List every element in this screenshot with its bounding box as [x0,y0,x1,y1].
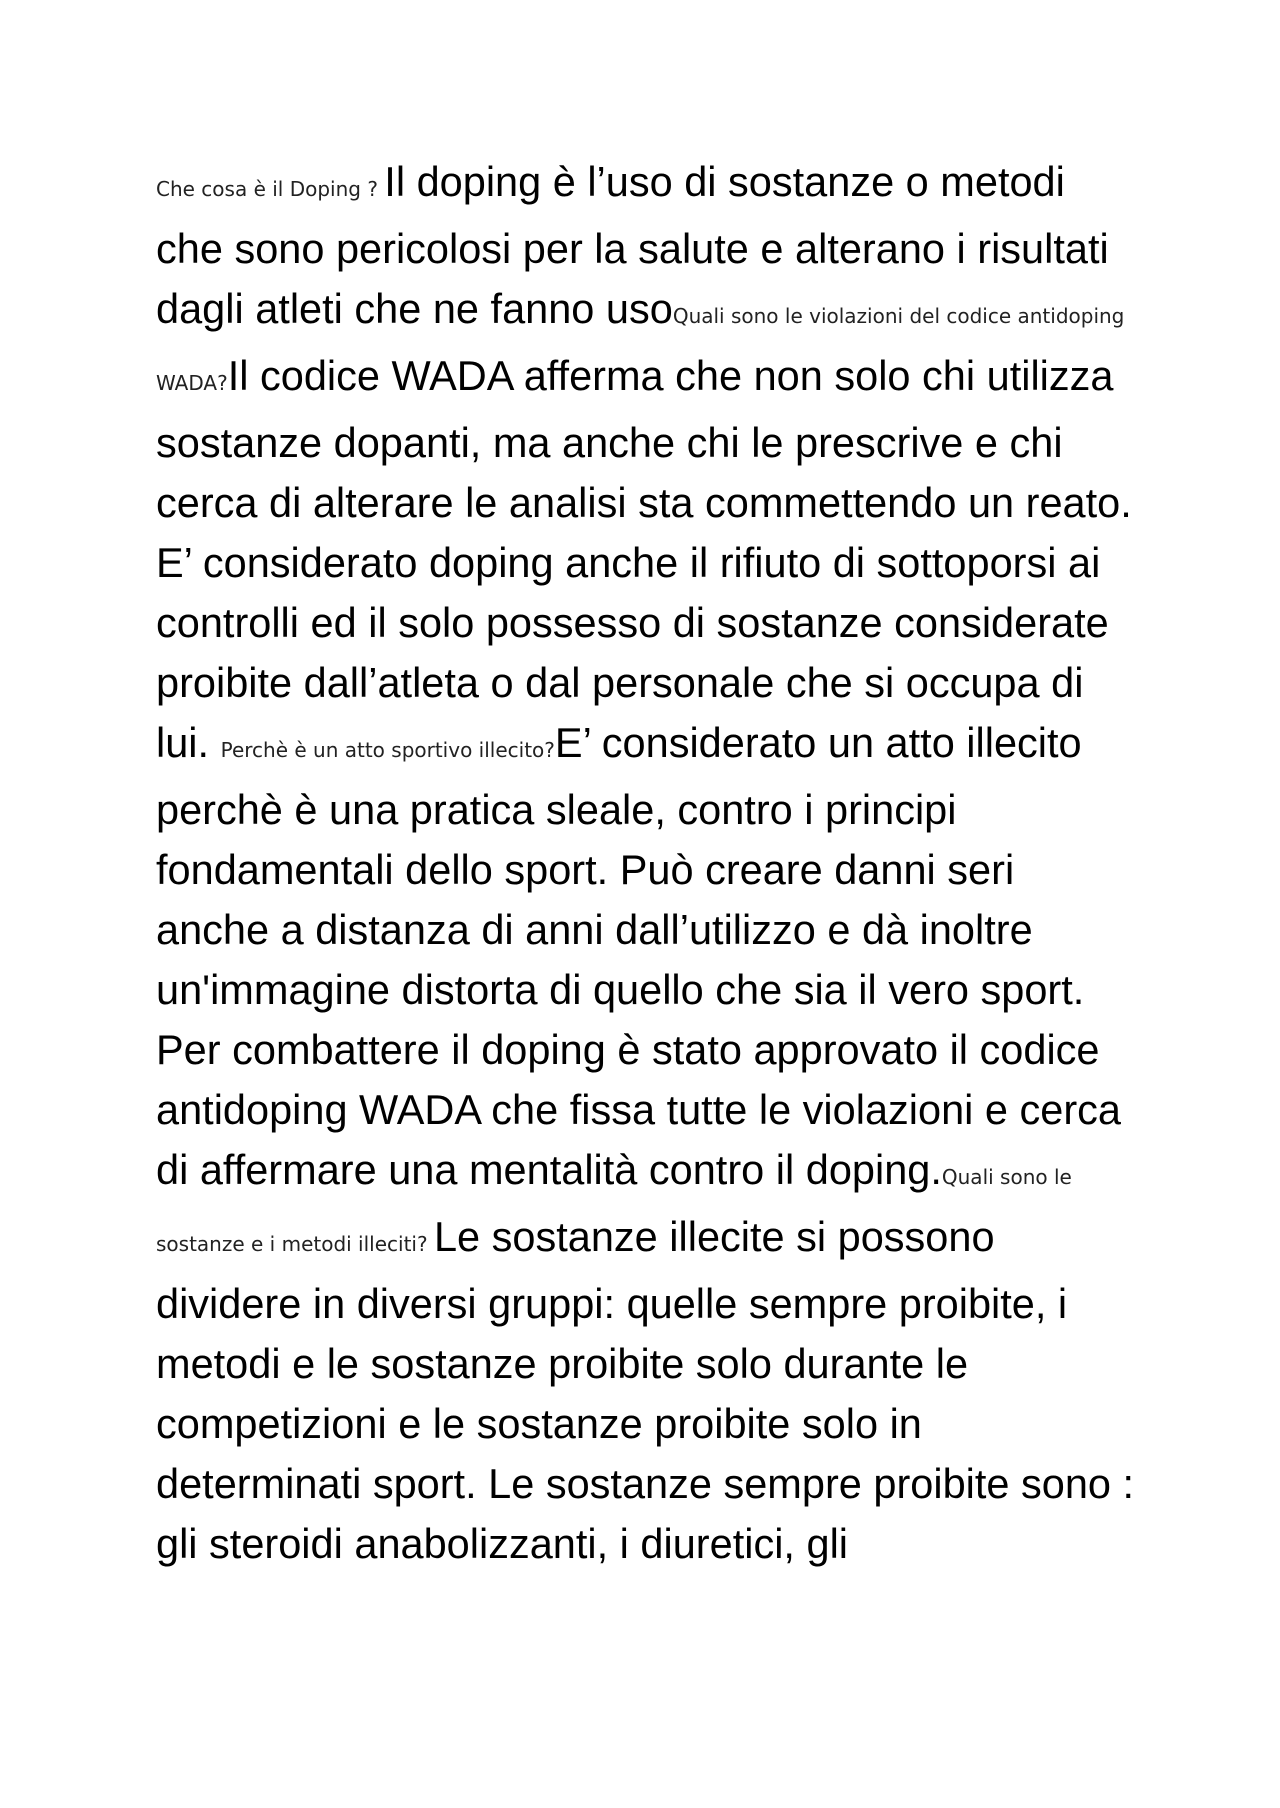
question-illicit-act: Perchè è un atto sportivo illecito? [220,738,555,762]
body-text [156,152,1136,1574]
question-illicit-substances: Quali sono le sostanze e i metodi illeciti? [156,1165,1072,1256]
answer-doping-definition: Il doping è l’uso di sostanze o metodi che sono pericolosi per la salute e alterano i risultati dagli atleti che ne fanno uso [156,158,1109,332]
answer-illicit-act: E’ considerato un atto illecito perchè è una pratica sleale, contro i principi fondamentali dello sport. Può creare danni seri anche a distanza di anni dall’utilizzo e dà inoltre un'immagine distorta di quello che sia il vero sport. Per combattere il doping è stato approvato il codice antidoping WADA che fissa tutte le violazioni e cerca di affermare una mentalità contro il doping. [156,719,1121,1193]
question-wada-violations: Quali sono le violazioni del codice antidoping WADA? [156,304,1125,395]
answer-wada-violations: Il codice WADA afferma che non solo chi utilizza sostanze dopanti, ma anche chi le prescrive e chi cerca di alterare le analisi sta commettendo un reato. E’ considerato doping anche il rifiuto di sottoporsi ai controlli ed il solo possesso di sostanze considerate proibite dall’atleta o dal personale che si occupa di lui. [156,352,1132,766]
answer-illicit-substances: Le sostanze illecite si possono dividere in diversi gruppi: quelle sempre proibite, i metodi e le sostanze proibite solo durante le competizioni e le sostanze proibite solo in determinati sport. Le sostanze sempre proibite sono : gli steroidi anabolizzanti, i diuretici, gli [156,1213,1135,1567]
question-doping-definition: Che cosa è il Doping ? [156,177,385,201]
